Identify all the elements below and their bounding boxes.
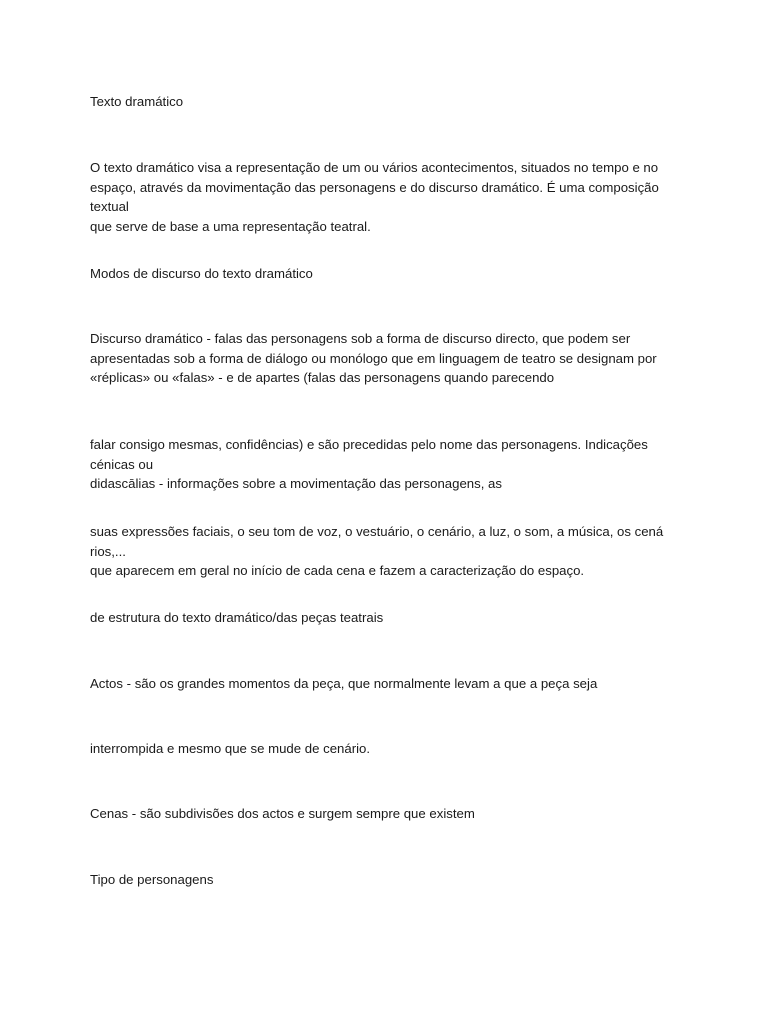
paragraph-discurso: Discurso dramático - falas das personagens sob a forma de discurso directo, que podem ser apresentadas sob a forma de diálogo ou monólogo que em linguagem de teatro se designam por «réplicas» ou «falas» - e de apartes (falas das personagens quando parecendo: [90, 331, 657, 385]
paragraph-expressoes: suas expressões faciais, o seu tom de voz, o vestuário, o cenário, a luz, o som, a música, os cená rios,... que aparecem em geral no início de cada cena e fazem a caracterização do espaço.: [90, 524, 664, 578]
paragraph-indicacoes: falar consigo mesmas, confidências) e são precedidas pelo nome das personagens. Indicações cénicas ou didascālias - informações sobre a movimentação das personagens, as: [90, 437, 648, 491]
section-heading-modos: Modos de discurso do texto dramático: [90, 266, 313, 281]
paragraph-actos: Actos - são os grandes momentos da peça, que normalmente levam a que a peça seja: [90, 676, 598, 691]
paragraph-cenas: Cenas - são subdivisões dos actos e surgem sempre que existem: [90, 806, 475, 821]
paragraph-intro: O texto dramático visa a representação de um ou vários acontecimentos, situados no tempo e no espaço, através da movimentação das personagens e do discurso dramático. É uma composição textual que serve de base a uma representação teatral.: [90, 160, 659, 234]
section-heading-estrutura: de estrutura do texto dramático/das peças teatrais: [90, 610, 384, 625]
document-title: Texto dramático: [90, 94, 184, 109]
paragraph-actos-continuation: interrompida e mesmo que se mude de cenário.: [90, 741, 371, 756]
section-heading-personagens: Tipo de personagens: [90, 872, 214, 887]
